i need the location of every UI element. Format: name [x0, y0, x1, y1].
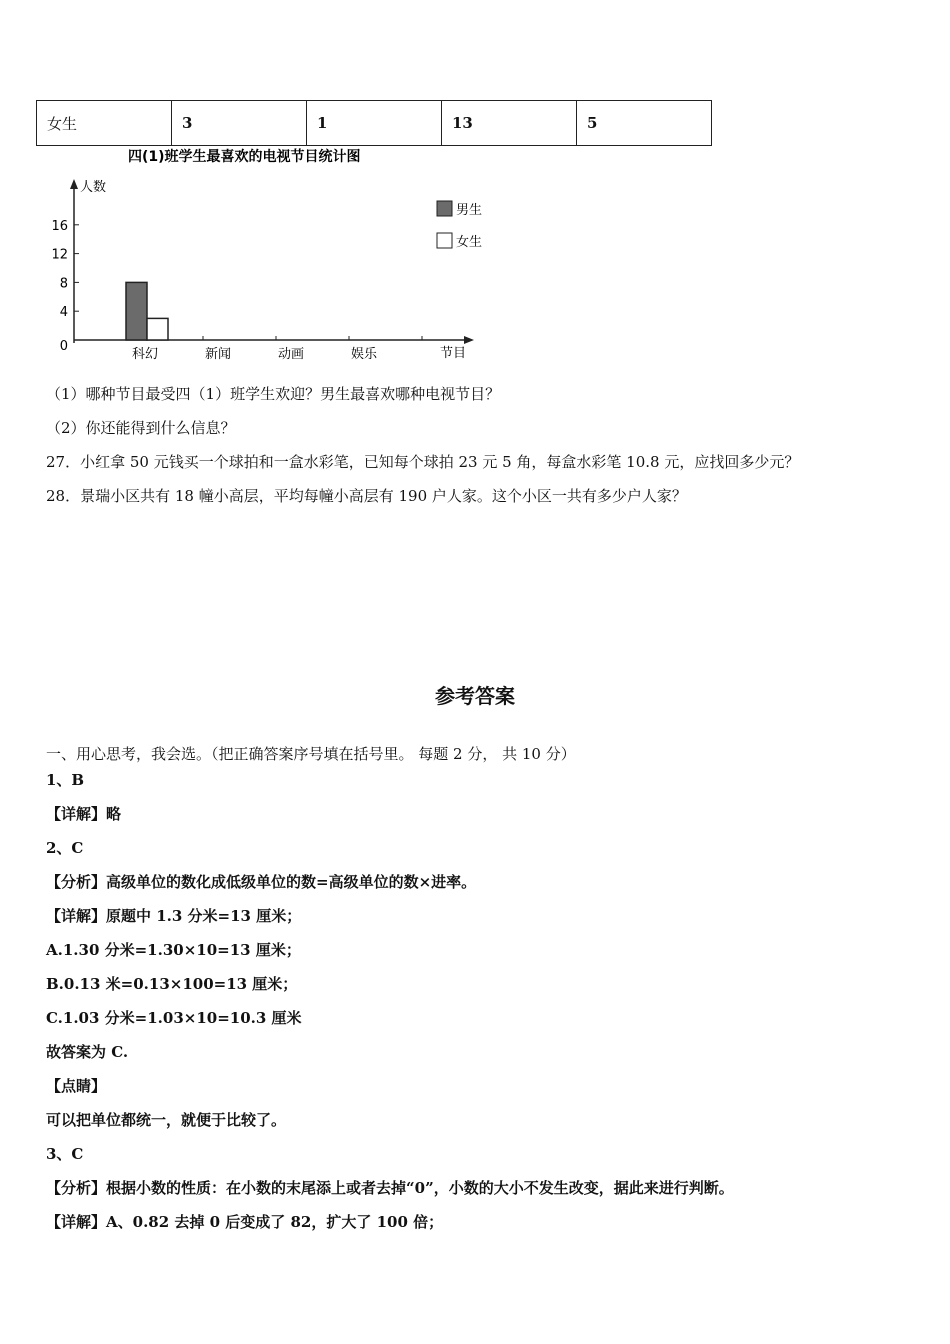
answer-line: C.1.03 分米=1.03×10=10.3 厘米	[46, 1009, 302, 1027]
bar-girls-1	[147, 318, 168, 340]
chart-title: 四(1)班学生最喜欢的电视节目统计图	[128, 149, 361, 165]
table-cell: 女生	[37, 101, 172, 146]
answer-line: 2、C	[46, 839, 84, 857]
question-2: （2）你还能得到什么信息？	[46, 419, 236, 437]
question-28: 28．景瑞小区共有 18 幢小高层，平均每幢小高层有 190 户人家。这个小区一共有多少户人家？	[46, 487, 687, 505]
legend	[437, 201, 482, 250]
x-axis-arrow	[464, 336, 474, 344]
answers-title: 参考答案	[435, 684, 515, 708]
y-tick-label: 4	[59, 305, 68, 321]
table-cell: 1	[307, 101, 442, 146]
y-tick-label: 8	[59, 276, 68, 292]
y-tick-label: 0	[59, 339, 68, 354]
table-cell: 3	[172, 101, 307, 146]
table-cell: 5	[577, 101, 712, 146]
answers-section-heading: 一、用心思考，我会选。（把正确答案序号填在括号里。 每题 2 分， 共 10 分）	[46, 745, 576, 763]
x-tick-label: 动画	[277, 347, 305, 362]
answer-line: 可以把单位都统一，就便于比较了。	[46, 1111, 287, 1129]
answer-line: 【详解】原题中 1.3 分米=13 厘米；	[46, 907, 302, 925]
answer-line: 【分析】根据小数的性质：在小数的末尾添上或者去掉“0”，小数的大小不发生改变，据此来进行判断。	[46, 1179, 734, 1197]
legend-swatch-girls	[437, 233, 452, 248]
legend-swatch-boys	[437, 201, 452, 216]
question-1: （1）哪种节目最受四（1）班学生欢迎？男生最喜欢哪种电视节目？	[46, 385, 501, 403]
x-tick-label: 科幻	[131, 347, 159, 362]
answer-line: 【详解】A、0.82 去掉 0 后变成了 82，扩大了 100 倍；	[46, 1213, 444, 1231]
answer-line: 1、B	[46, 771, 85, 789]
answer-line: 【详解】略	[46, 805, 122, 823]
data-table	[36, 100, 712, 146]
answer-line: 3、C	[46, 1145, 84, 1163]
bar-boys-1	[126, 282, 147, 340]
table-row	[37, 101, 712, 146]
legend-label-girls: 女生	[456, 235, 483, 250]
answer-line: 【分析】高级单位的数化成低级单位的数=高级单位的数×进率。	[46, 873, 477, 891]
x-tick-label: 新闻	[204, 347, 232, 362]
answer-line: 【点睛】	[46, 1077, 107, 1095]
table-cell: 13	[442, 101, 577, 146]
question-27: 27．小红拿 50 元钱买一个球拍和一盒水彩笔，已知每个球拍 23 元 5 角，每盒水彩笔 10.8 元，应找回多少元？	[46, 453, 800, 471]
legend-label-boys: 男生	[456, 203, 483, 218]
answer-line: B.0.13 米=0.13×100=13 厘米；	[46, 975, 298, 993]
y-axis-arrow	[70, 179, 78, 189]
x-tick-label: 娱乐	[350, 347, 378, 362]
y-tick-label: 16	[51, 218, 68, 234]
x-axis-label: 节目	[440, 346, 467, 361]
answer-line: 故答案为 C.	[46, 1043, 129, 1061]
y-tick-label: 12	[51, 247, 68, 263]
answer-line: A.1.30 分米=1.30×10=13 厘米；	[46, 941, 301, 959]
bar-chart	[40, 145, 520, 370]
y-axis-label: 人数	[80, 180, 107, 195]
